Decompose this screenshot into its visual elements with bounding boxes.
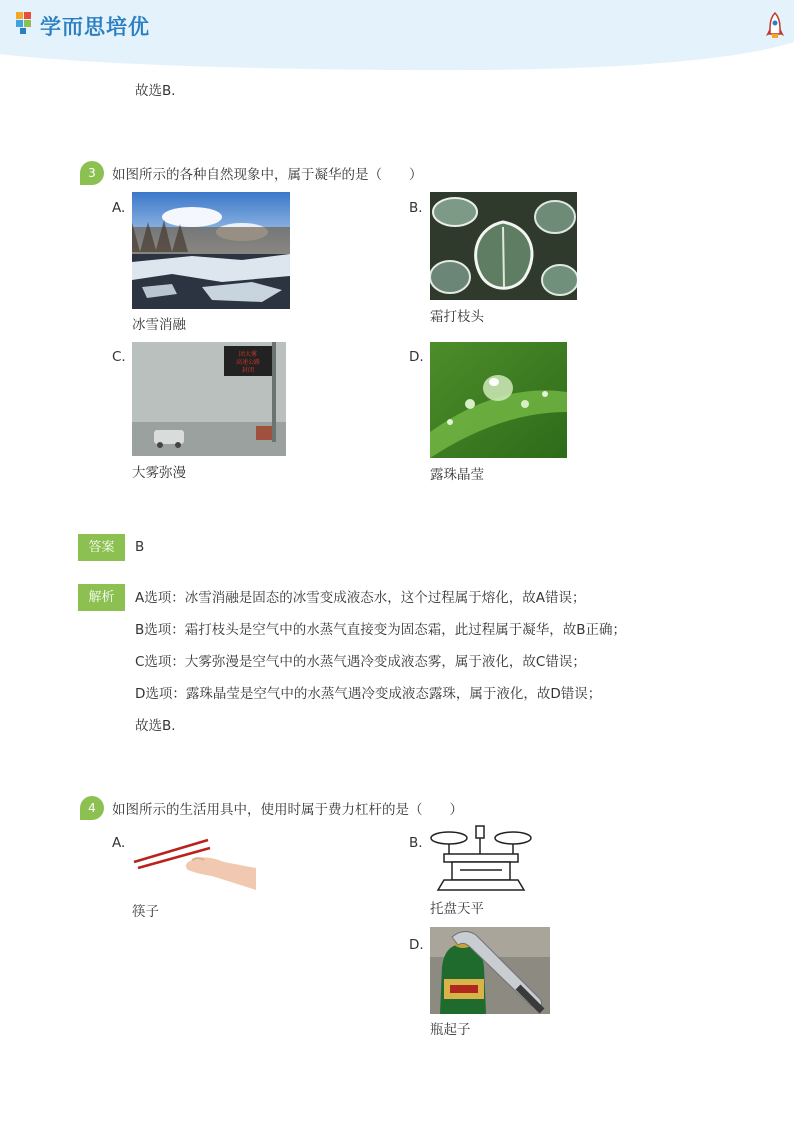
analysis-line: A选项：冰雪消融是固态的冰雪变成液态水，这个过程属于熔化，故A错误； (135, 590, 586, 606)
chopsticks-photo (132, 830, 256, 892)
option-letter: D. (409, 349, 424, 365)
question-number-badge: 4 (80, 796, 104, 820)
answer-tag: 答案 (78, 534, 125, 561)
option-caption: 托盘天平 (430, 901, 484, 917)
option-letter: A. (112, 835, 126, 851)
option-caption: 霜打枝头 (430, 309, 484, 325)
question-stem: 如图所示的各种自然现象中，属于凝华的是（ ） (112, 167, 423, 183)
brand-logo-icon (14, 10, 38, 36)
svg-text:高速公路: 高速公路 (235, 359, 261, 366)
analysis-line: B选项：霜打枝头是空气中的水蒸气直接变为固态霜，此过程属于凝华，故B正确； (135, 622, 627, 638)
frost-leaves-photo (430, 192, 577, 300)
option-letter: C. (112, 349, 126, 365)
brand-name: 学而思培优 (40, 15, 150, 39)
rocket-icon (764, 12, 786, 40)
svg-text:团大雾: 团大雾 (238, 351, 258, 358)
previous-conclusion: 故选B． (135, 83, 185, 99)
analysis-line: D选项：露珠晶莹是空气中的水蒸气遇冷变成液态露珠，属于液化，故D错误； (135, 686, 602, 702)
option-letter: A. (112, 200, 126, 216)
option-caption: 筷子 (132, 904, 159, 920)
option-caption: 冰雪消融 (132, 317, 186, 333)
fog-highway-photo (132, 342, 286, 456)
option-caption: 大雾弥漫 (132, 465, 186, 481)
analysis-tag: 解析 (78, 584, 125, 611)
bottle-opener-photo (430, 927, 550, 1014)
option-caption: 露珠晶莹 (430, 467, 484, 483)
option-letter: B. (409, 835, 423, 851)
analysis-line: 故选B. (135, 718, 176, 734)
question-stem: 如图所示的生活用具中，使用时属于费力杠杆的是（ ） (112, 802, 463, 818)
question-number-badge: 3 (80, 161, 104, 185)
dewdrop-leaf-photo (430, 342, 567, 458)
svg-text:封闭: 封闭 (241, 367, 255, 374)
option-letter: D. (409, 937, 424, 953)
option-caption: 瓶起子 (430, 1022, 471, 1038)
analysis-line: C选项：大雾弥漫是空气中的水蒸气遇冷变成液态雾，属于液化，故C错误； (135, 654, 586, 670)
melting-ice-photo (132, 192, 290, 309)
option-letter: B. (409, 200, 423, 216)
answer-value: B (135, 539, 145, 555)
balance-scale-drawing (430, 824, 532, 894)
